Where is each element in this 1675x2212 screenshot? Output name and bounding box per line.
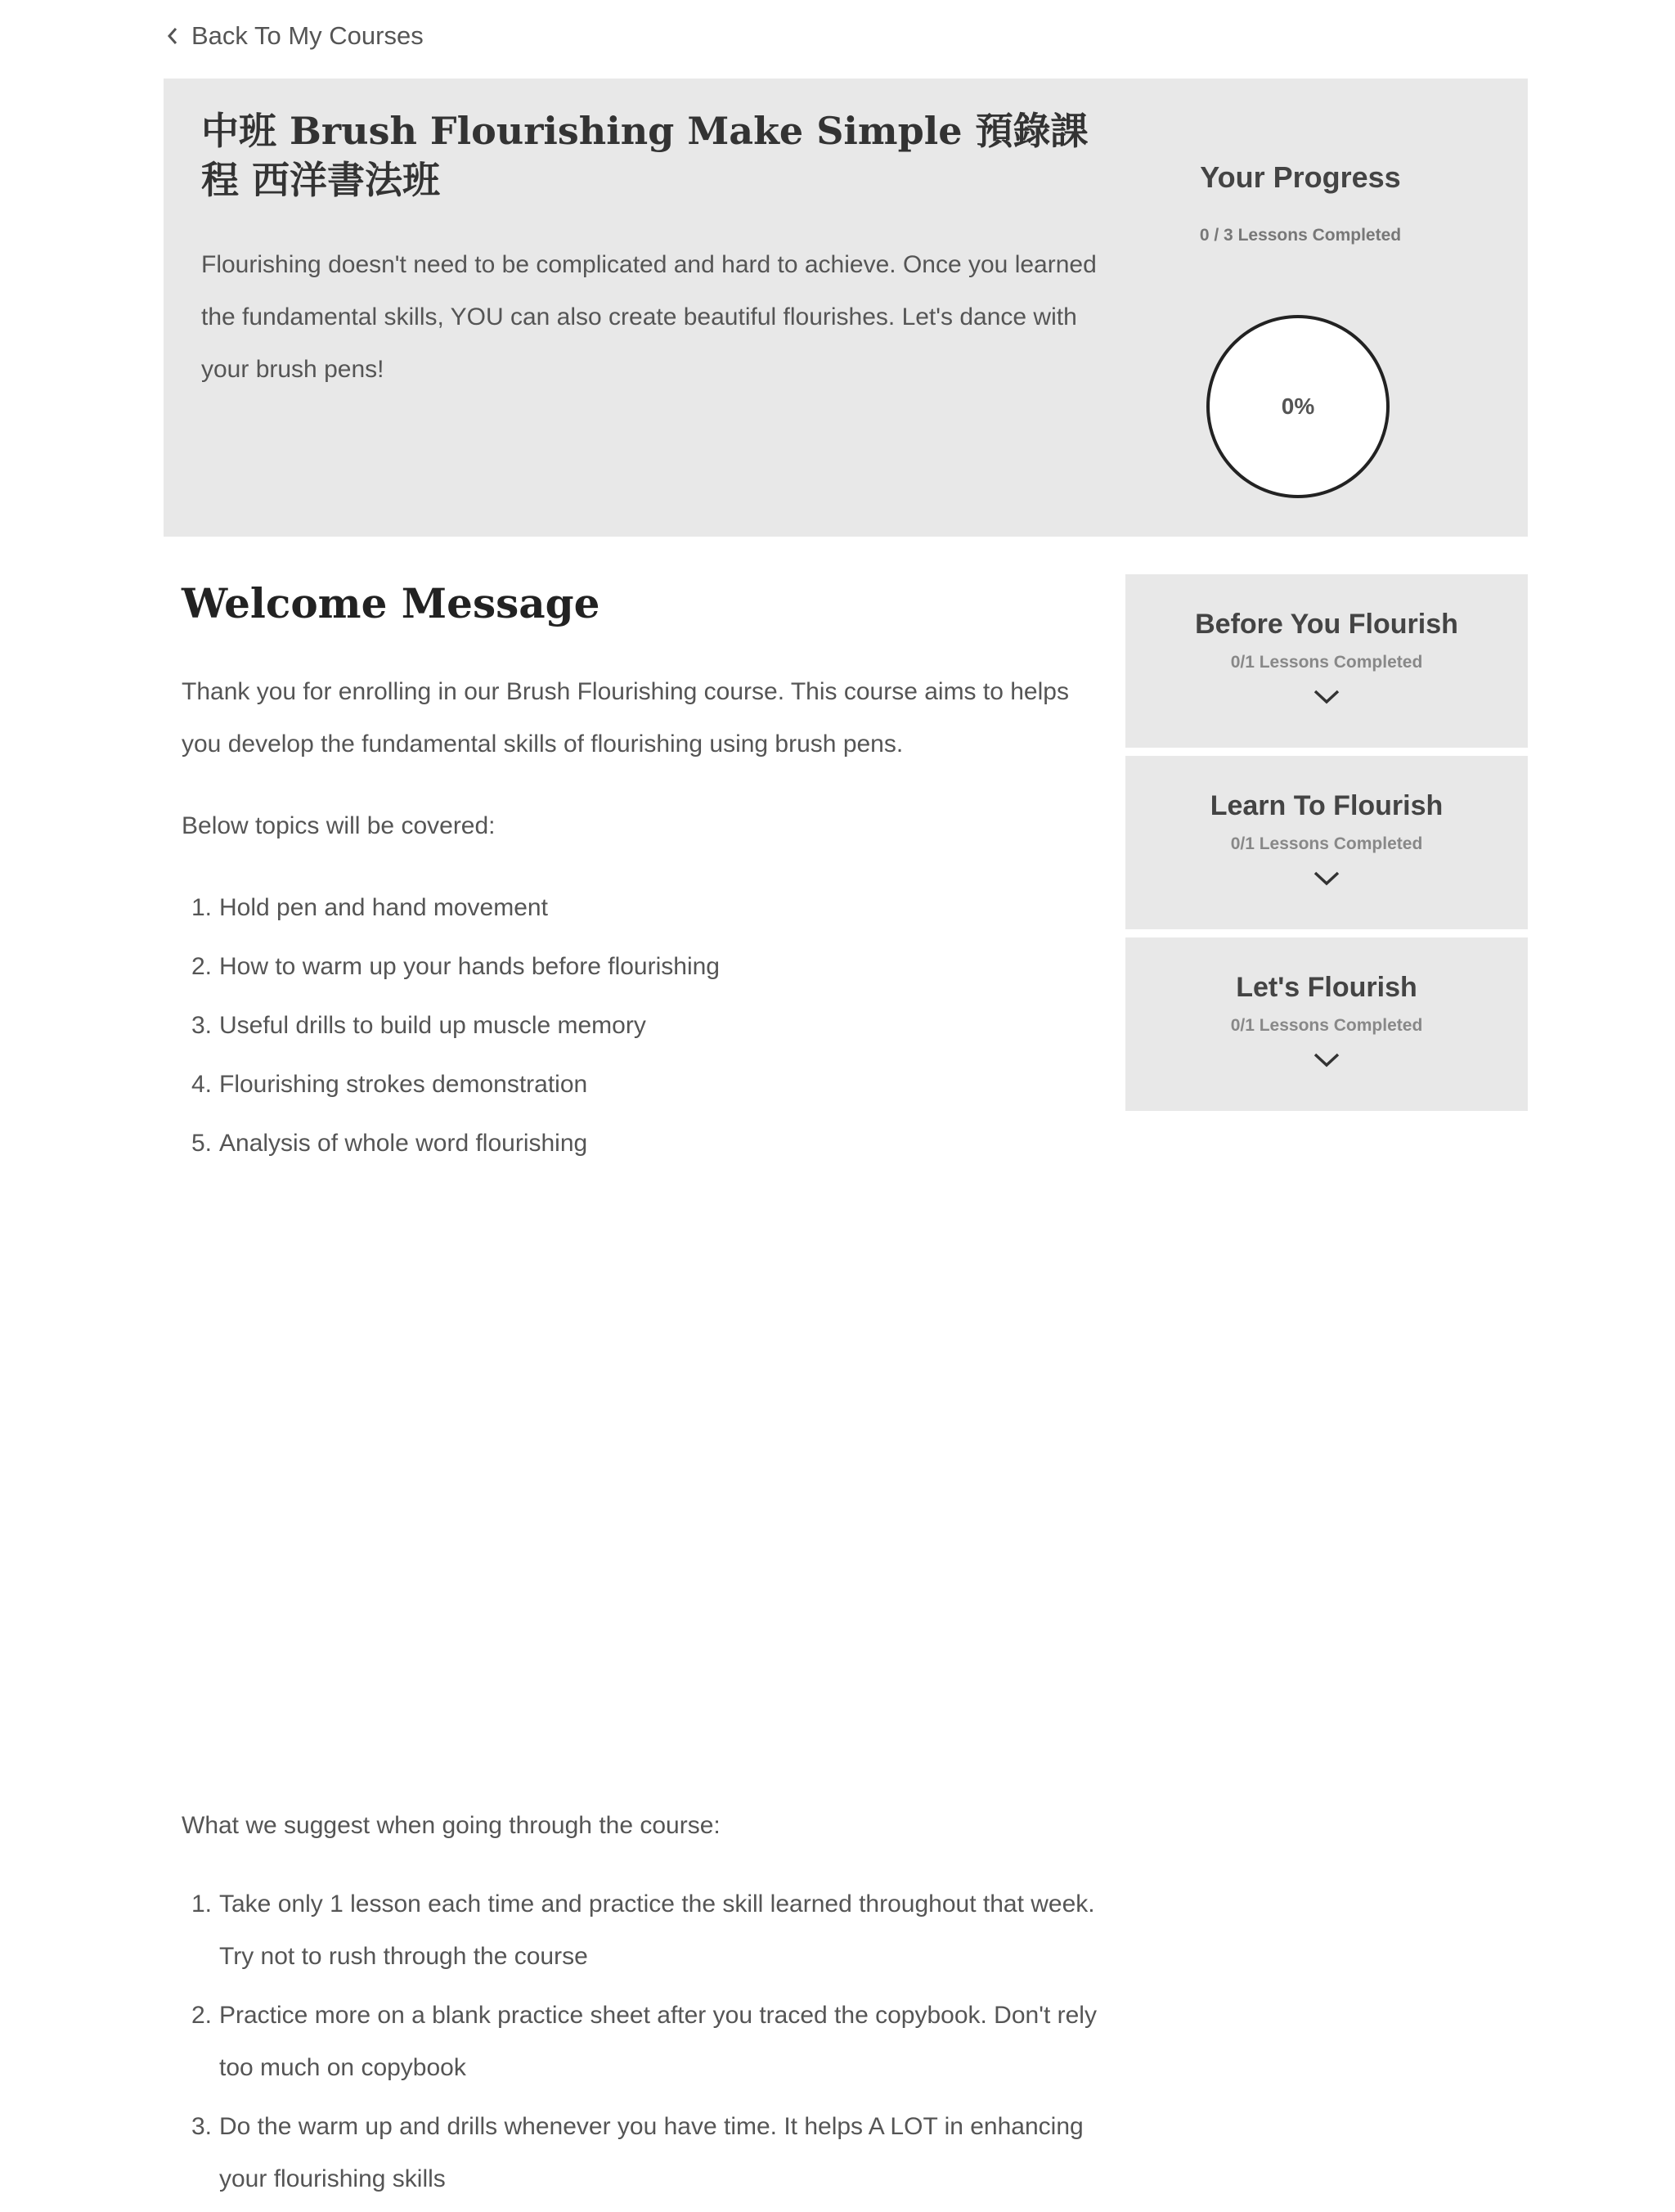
- list-item: 1. Take only 1 lesson each time and practice the skill learned throughout that week. Try not to rush through the course: [191, 1891, 1095, 1970]
- list-item: 1. Hold pen and hand movement: [191, 894, 548, 921]
- back-link-label: Back To My Courses: [191, 21, 424, 50]
- list-item: 3. Useful drills to build up muscle memory: [191, 1012, 646, 1039]
- suggestions-list: [182, 1878, 1098, 2212]
- back-to-courses-link[interactable]: [164, 21, 424, 51]
- module-subtitle: 0/1 Lessons Completed: [1230, 834, 1423, 853]
- list-item: 2. Practice more on a blank practice sheet after you traced the copybook. Don't rely too much on copybook: [191, 2002, 1097, 2081]
- list-item: 4. Flourishing strokes demonstration: [191, 1071, 588, 1098]
- chevron-down-icon[interactable]: [1312, 1050, 1341, 1070]
- welcome-intro: Thank you for enrolling in our Brush Flourishing course. This course aims to helps you develop the fundamental skills of flourishing using brush pens.: [182, 678, 1069, 758]
- welcome-title: Welcome Message: [182, 579, 600, 627]
- module-lets-flourish[interactable]: [1125, 937, 1528, 1111]
- progress-title: Your Progress: [1200, 160, 1401, 194]
- module-title: Let's Flourish: [1236, 972, 1417, 1003]
- module-title: Learn To Flourish: [1210, 790, 1444, 821]
- welcome-section: [182, 573, 1098, 2192]
- course-hero: [164, 79, 1528, 537]
- progress-ring: [1204, 312, 1392, 501]
- course-description: Flourishing doesn't need to be complicated and hard to achieve. Once you learned the fundamental skills, YOU can also create beautiful flourishes. Let's dance with your brush pens!: [201, 251, 1097, 383]
- module-title: Before You Flourish: [1195, 609, 1458, 640]
- module-learn-to-flourish[interactable]: [1125, 756, 1528, 929]
- module-subtitle: 0/1 Lessons Completed: [1230, 653, 1423, 672]
- progress-panel: [1129, 79, 1472, 537]
- course-title: 中班 Brush Flourishing Make Simple 預錄課程 西洋書法班: [201, 109, 1089, 202]
- progress-subtitle: 0 / 3 Lessons Completed: [1199, 226, 1402, 245]
- chevron-down-icon[interactable]: [1312, 869, 1341, 888]
- module-before-you-flourish[interactable]: [1125, 574, 1528, 748]
- chevron-left-icon: [164, 24, 182, 48]
- topics-heading: Below topics will be covered:: [182, 812, 496, 839]
- list-item: 2. How to warm up your hands before flourishing: [191, 953, 720, 980]
- topics-list: [182, 879, 1098, 1173]
- suggest-heading: What we suggest when going through the course:: [182, 1812, 721, 1839]
- list-item: 3. Do the warm up and drills whenever you have time. It helps A LOT in enhancing your flourishing skills: [191, 2113, 1084, 2192]
- list-item: 5. Analysis of whole word flourishing: [191, 1130, 588, 1157]
- progress-percent: 0%: [1281, 393, 1315, 419]
- chevron-down-icon[interactable]: [1312, 687, 1341, 707]
- module-subtitle: 0/1 Lessons Completed: [1230, 1016, 1423, 1035]
